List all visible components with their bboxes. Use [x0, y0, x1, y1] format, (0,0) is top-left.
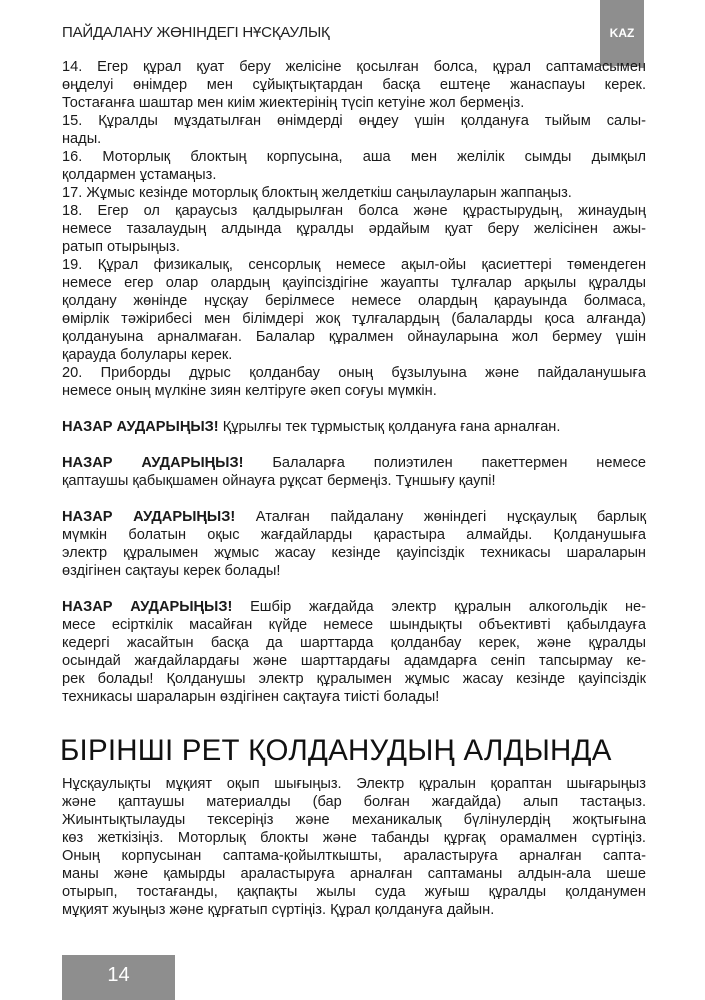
text-line: өмірлік тәжірибесі мен білімдері жоқ тұлғалардың (балаларды қоса алғанда) [62, 311, 646, 327]
text-line: 14. Егер құрал қуат беру желісіне қосылған болса, құрал саптамасымен [62, 59, 646, 75]
text-line: қолдану жөнінде нұсқау берілмесе немесе олардың қарауында болмаса, [62, 293, 646, 309]
paragraph-gap [62, 436, 646, 454]
language-tab: KAZ [600, 0, 644, 66]
text-line: қолдармен ұстамаңыз. [62, 167, 217, 183]
text-line: Тостағанға шаштар мен киім жиектерінің түсіп кетуіне жол бермеңіз. [62, 95, 525, 111]
text-line: Нұсқаулықты мұқият оқып шығыңыз. Электр құралын қораптан шығарыңыз [62, 776, 646, 792]
warning-text: Ешбір жағдайда электр құралын алкогольдік не- [232, 599, 646, 615]
page-header-title: ПАЙДАЛАНУ ЖӨНІНДЕГІ НҰСҚАУЛЫҚ [62, 24, 330, 41]
text-line: мүмкін болатын оқыс жағдайларды қарастыра алмайды. Қолданушыға [62, 527, 646, 543]
text-line: 16. Моторлық блоктың корпусына, аша мен желілік сымды дымқыл [62, 149, 646, 165]
text-line: отырып, тостағанды, қақпақты жылы суда жуғыш құралды қолданумен [62, 884, 646, 900]
text-line: кедергі жасайтын басқа да шарттарда қолданбау керек, және құралды [62, 635, 646, 651]
instruction-item [62, 148, 646, 184]
text-line: осындай жағдайлардағы және шарттардағы адамдарға сеніп тапсырмау ке- [62, 653, 646, 669]
warning-text: Құрылғы тек тұрмыстық қолдануға ғана арналған. [218, 419, 561, 435]
warning-label: НАЗАР АУДАРЫҢЫЗ! [62, 455, 244, 471]
warning-label: НАЗАР АУДАРЫҢЫЗ! [62, 419, 219, 435]
text-line: қаптаушы қабықшамен ойнауға рұқсат бермеңіз. Тұншығу қаупі! [62, 473, 496, 489]
text-line: 15. Құралды мұздатылған өнімдерді өңдеу үшін қолдануға тыйым салы- [62, 113, 646, 129]
warning-paragraph [62, 418, 646, 436]
page-number: 14 [62, 955, 175, 1000]
section-body [62, 775, 646, 919]
paragraph-gap [62, 580, 646, 598]
text-line: өздігінен сақтауы керек болады! [62, 563, 281, 579]
text-line [62, 418, 646, 436]
text-line: ратып отырыңыз. [62, 239, 180, 255]
warning-label: НАЗАР АУДАРЫҢЫЗ! [62, 509, 236, 525]
instruction-item [62, 202, 646, 256]
instruction-item [62, 364, 646, 400]
paragraph-gap [62, 400, 646, 418]
text-line: Жиынтықтылауды тексеріңіз және механикалық бүлінулердің жоқтығына [62, 812, 646, 828]
warning-paragraph [62, 454, 646, 490]
text-line: көз жеткізіңіз. Моторлық блокты және табанды құрғақ орамалмен сүртіңіз. [62, 830, 646, 846]
paragraph-gap [62, 490, 646, 508]
text-line: мұқият жуыңыз және құрғатып сүртіңіз. Құрал қолдануға дайын. [62, 902, 495, 918]
warning-paragraph [62, 508, 646, 580]
instruction-item [62, 112, 646, 148]
text-line: 18. Егер ол қараусыз қалдырылған болса және құрастырудың, жинаудың [62, 203, 646, 219]
text-line: және қаптаушы материалды (бар болған жағдайда) алып тастаңыз. [62, 794, 646, 810]
instruction-item [62, 58, 646, 112]
text-line: 17. Жұмыс кезінде моторлық блоктың желдеткіш саңылауларын жаппаңыз. [62, 185, 572, 201]
warning-paragraph [62, 598, 646, 706]
text-line: рек болады! Қолданушы электр құралымен жұмыс жасау кезінде қауіпсіздік [62, 671, 646, 687]
warning-label: НАЗАР АУДАРЫҢЫЗ! [62, 599, 233, 615]
text-line: немесе оның мүлкіне зиян келтіруге әкеп соғуы мүмкін. [62, 383, 437, 399]
text-line: немесе егер олар олардың қауіпсіздігіне жауапты тұлғалар арқылы құралды [62, 275, 646, 291]
text-line: 20. Приборды дұрыс қолданбау оның бұзылуына және пайдаланушыға [62, 365, 646, 381]
text-line: қолдануына арналмаған. Балалар құралмен ойнауларына жол бермеу үшін [62, 329, 646, 345]
instruction-item [62, 184, 646, 202]
text-line [62, 508, 646, 526]
text-line: өңделуі өнімдер мен сұйықтықтардан басқа ештеңе жанаспауы керек. [62, 77, 646, 93]
text-line: маны және қамырды араластыруға арналған саптаманы алдын-ала шеше [62, 866, 646, 882]
warning-text: Аталған пайдалану жөніндегі нұсқаулық барлық [235, 509, 646, 525]
warning-text: Балаларға полиэтилен пакеттермен немесе [243, 455, 647, 471]
text-line: техникасы шараларын өздігінен сақтауға тиісті болады! [62, 689, 440, 705]
text-line: Оның корпусынан саптама-қойылткышты, араластыруға арналған саптa- [62, 848, 646, 864]
text-line [62, 598, 646, 616]
instruction-item [62, 256, 646, 364]
text-line: нады. [62, 131, 102, 147]
text-line: немесе тазалаудың алдында құралды әрдайым қуат беру желісінен ажы- [62, 221, 646, 237]
section-title: БІРІНШІ РЕТ ҚОЛДАНУДЫҢ АЛДЫНДА [60, 734, 612, 767]
instructions-content [62, 58, 646, 706]
text-line: электр құралымен жұмыс жасау кезінде қауіпсіздік техникасы шараларын [62, 545, 646, 561]
text-line: қарауда болулары керек. [62, 347, 233, 363]
text-line: месе есірткілік масайған күйде немесе шындықты объективті қабылдауға [62, 617, 646, 633]
text-line [62, 454, 646, 472]
text-line: 19. Құрал физикалық, сенсорлық немесе ақыл-ойы қасиеттері төмендеген [62, 257, 646, 273]
